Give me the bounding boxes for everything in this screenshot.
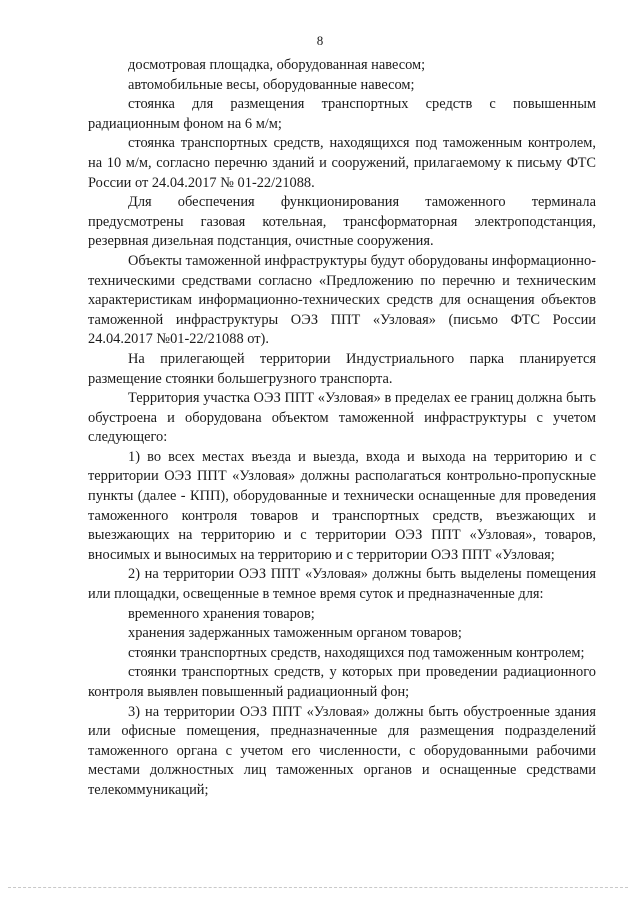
paragraph: хранения задержанных таможенным органом товаров; (128, 625, 462, 642)
page-number: 8 (316, 33, 324, 48)
paragraph: стоянки транспортных средств, находящихся под таможенным контролем; (128, 644, 585, 661)
document-body (88, 56, 596, 801)
paragraph: 1) во всех местах въезда и выезда, входа и выхода на территорию и с территории ОЭЗ ППТ «Узловая» должны располагаться контрольно-пропускные пункты (далее - КПП), оборудованные и технически оснащенные для проведения таможенного контроля товаров и транспортных средств, въезжающих и выезжающих на территорию и с территории ОЭЗ ППТ «Узловая», товаров, вносимых и выносимых на территорию и с территории ОЭЗ ППТ «Узловая; (88, 448, 596, 563)
paragraph: Территория участка ОЭЗ ППТ «Узловая» в пределах ее границ должна быть обустроена и оборудована объектом таможенной инфраструктуры с учетом следующего: (88, 390, 596, 446)
paragraph: Объекты таможенной инфраструктуры будут оборудованы информационно-техническими средствами согласно «Предложению по перечню и техническим характеристикам информационно-технических средств для оснащения объектов таможенной инфраструктуры ОЭЗ ППТ «Узловая» (письмо ФТС России 24.04.2017 №01-22/21088 от). (88, 252, 596, 348)
paragraph: Для обеспечения функционирования таможенного терминала предусмотрены газовая котельная, трансформаторная электроподстанция, резервная дизельная подстанция, очистные сооружения. (88, 194, 596, 250)
paragraph: 2) на территории ОЭЗ ППТ «Узловая» должны быть выделены помещения или площадки, освещенные в темное время суток и предназначенные для: (88, 566, 596, 603)
paragraph: досмотровая площадка, оборудованная навесом; (128, 57, 426, 73)
paragraph: стоянки транспортных средств, у которых при проведении радиационного контроля выявлен повышенный радиационный фон; (88, 664, 596, 700)
paragraph: 3) на территории ОЭЗ ППТ «Узловая» должны быть обустроенные здания или офисные помещения, предназначенные для размещения подразделений таможенного органа с учетом его численности, с оборудованными рабочими местами должностных лиц таможенных органов и оснащенные средствами телекоммуникаций; (88, 703, 596, 798)
paragraph: временного хранения товаров; (128, 605, 315, 622)
paragraph: стоянка транспортных средств, находящихся под таможенным контролем, на 10 м/м, согласно перечню зданий и сооружений, прилагаемому к письму ФТС России от 24.04.2017 № 01-22/21088. (88, 135, 596, 191)
scan-edge-line (8, 887, 628, 890)
paragraph: автомобильные весы, оборудованные навесом; (128, 76, 415, 93)
paragraph: стоянка для размещения транспортных средств с повышенным радиационным фоном на 6 м/м; (88, 96, 596, 132)
paragraph: На прилегающей территории Индустриального парка планируется размещение стоянки большегрузного транспорта. (88, 350, 596, 387)
